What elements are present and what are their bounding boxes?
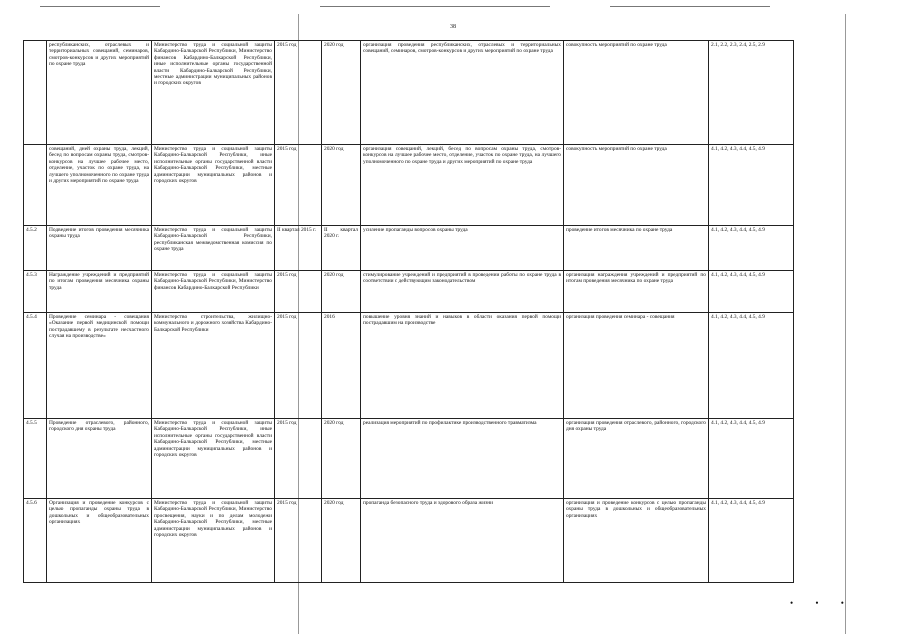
indicator-cell: организация проведения отраслевого, районного, городского дня охраны труда xyxy=(564,419,709,499)
indicator-cell: совокупность мероприятий по охране труда xyxy=(564,145,709,226)
result-cell: пропаганда безопасного труда и здорового образа жизни xyxy=(361,499,564,583)
event-cell: совещаний, дней охраны труда, лекций, бесед по вопросам охраны труда, смотров-конкурсов на лучшее рабочее место, отделение, участок по охране труда, на лучшего уполномоченного по охране труда и других мероприятий по охране труда xyxy=(47,145,152,226)
table-row xyxy=(24,226,794,271)
end-cell: 2020 год xyxy=(322,41,361,145)
indicator-cell: совокупность мероприятий по охране труда xyxy=(564,41,709,145)
end-cell: 2020 год xyxy=(322,145,361,226)
end-cell: 2016 xyxy=(322,313,361,419)
event-cell: республиканских, отраслевых и территориальных совещаний, семинаров, смотров-конкурсов и других мероприятий по охране труда xyxy=(47,41,152,145)
scan-top-rule-right xyxy=(610,6,770,7)
executor-cell: Министерство труда и социальной защиты Кабардино-Балкарской Республики, иные исполнительные органы государственной власти Кабардино-Балкарской Республики, местные администрации муниципальных районов и городских округов xyxy=(152,419,275,499)
result-cell: организация совещаний, лекций, бесед по вопросам охраны труда, смотров-конкурсов на лучшее рабочее место, отделение, участок по охране труда, на лучшего уполномоченного по охране труда и других мероприятий по охране труда xyxy=(361,145,564,226)
indicator-cell: организация и проведение конкурсов с целью пропаганды охраны труда в дошкольных и общеобразовательных организациях xyxy=(564,499,709,583)
executor-cell: Министерство труда и социальной защиты Кабардино-Балкарской Республики, иные исполнительные органы государственной власти Кабардино-Балкарской Республики, местные администрации муниципальных районов и городских округов xyxy=(152,145,275,226)
executor-cell: Министерство труда и социальной защиты Кабардино-Балкарской Республики, Министерство просвещения, науки и по делам молодежи Кабардино-Балкарской Республики, местные администрации муниципальных районов и городских округов xyxy=(152,499,275,583)
result-cell: реализация мероприятий по профилактике производственного травматизма xyxy=(361,419,564,499)
scan-top-rule-mid xyxy=(320,6,550,7)
row-number: 4.5.3 xyxy=(24,271,47,313)
links-cell: 4.1, 4.2, 4.3, 4.4, 4.5, 4.9 xyxy=(709,271,794,313)
table-row xyxy=(24,145,794,226)
row-number xyxy=(24,145,47,226)
start-cell: II квартал 2015 г. xyxy=(275,226,322,271)
links-cell: 4.1, 4.2, 4.3, 4.4, 4.5, 4.9 xyxy=(709,419,794,499)
start-cell: 2015 год xyxy=(275,41,322,145)
links-cell: 4.1, 4.2, 4.3, 4.4, 4.5, 4.9 xyxy=(709,145,794,226)
measures-table xyxy=(23,40,794,583)
end-cell: 2020 год xyxy=(322,271,361,313)
executor-cell: Министерство труда и социальной защиты Кабардино-Балкарской Республики, республиканская межведомственная комиссия по охране труда xyxy=(152,226,275,271)
start-cell: 2015 год xyxy=(275,271,322,313)
indicator-cell: проведение итогов месячника по охране труда xyxy=(564,226,709,271)
scan-top-rule-left xyxy=(40,6,160,7)
executor-cell: Министерство труда и социальной защиты Кабардино-Балкарской Республики, Министерство финансов Кабардино-Балкарской Республики, иные исполнительные органы государственной власти Кабардино-Балкарской Республики, местные администрации муниципальных районов и городских округов xyxy=(152,41,275,145)
row-number: 4.5.5 xyxy=(24,419,47,499)
links-cell: 4.1, 4.2, 4.3, 4.4, 4.5, 4.9 xyxy=(709,313,794,419)
table-row xyxy=(24,271,794,313)
scan-edge-line xyxy=(845,14,846,634)
start-cell: 2015 год xyxy=(275,499,322,583)
end-cell: 2020 год xyxy=(322,419,361,499)
event-cell: Проведение отраслевого, районного, городского дня охраны труда xyxy=(47,419,152,499)
result-cell: организация проведения республиканских, отраслевых и территориальных совещаний, семинаров, смотров-конкурсов и других мероприятий по охране труда xyxy=(361,41,564,145)
start-cell: 2015 год xyxy=(275,313,322,419)
event-cell: Организация и проведение конкурсов с целью пропаганды охраны труда в дошкольных и общеобразовательных организациях xyxy=(47,499,152,583)
links-cell: 4.1, 4.2, 4.3, 4.4, 4.5, 4.9 xyxy=(709,226,794,271)
page-number: 38 xyxy=(450,24,456,30)
event-cell: Проведение семинара - совещания «Оказание первой медицинской помощи пострадавшему в результате несчастного случая на производстве» xyxy=(47,313,152,419)
result-cell: усиление пропаганды вопросов охраны труда xyxy=(361,226,564,271)
table-row xyxy=(24,313,794,419)
indicator-cell: организация проведения семинара - совещания xyxy=(564,313,709,419)
row-number: 4.5.6 xyxy=(24,499,47,583)
event-cell: Подведение итогов проведения месячника охраны труда xyxy=(47,226,152,271)
executor-cell: Министерство труда и социальной защиты Кабардино-Балкарской Республики, Министерство финансов Кабардино-Балкарской Республики xyxy=(152,271,275,313)
links-cell: 4.1, 4.2, 4.3, 4.4, 4.5, 4.9 xyxy=(709,499,794,583)
indicator-cell: организация награждения учреждений и предприятий по итогам проведения месячника по охране труда xyxy=(564,271,709,313)
end-cell: 2020 год xyxy=(322,499,361,583)
links-cell: 2.1, 2.2, 2.3, 2.4, 2.5, 2.9 xyxy=(709,41,794,145)
table-row xyxy=(24,41,794,145)
table-row xyxy=(24,499,794,583)
row-number: 4.5.2 xyxy=(24,226,47,271)
row-number xyxy=(24,41,47,145)
result-cell: повышение уровня знаний и навыков в области оказания первой помощи пострадавшим на производстве xyxy=(361,313,564,419)
end-cell: II квартал 2020 г. xyxy=(322,226,361,271)
start-cell: 2015 год xyxy=(275,145,322,226)
result-cell: стимулирование учреждений и предприятий в проведении работы по охране труда в соответствии с действующим законодательством xyxy=(361,271,564,313)
executor-cell: Министерство строительства, жилищно-коммунального и дорожного хозяйства Кабардино-Балкарской Республики xyxy=(152,313,275,419)
scan-speckles: • • • xyxy=(790,598,854,608)
start-cell: 2015 год xyxy=(275,419,322,499)
table-row xyxy=(24,419,794,499)
row-number: 4.5.4 xyxy=(24,313,47,419)
event-cell: Награждение учреждений и предприятий по итогам проведения месячника охраны труда xyxy=(47,271,152,313)
